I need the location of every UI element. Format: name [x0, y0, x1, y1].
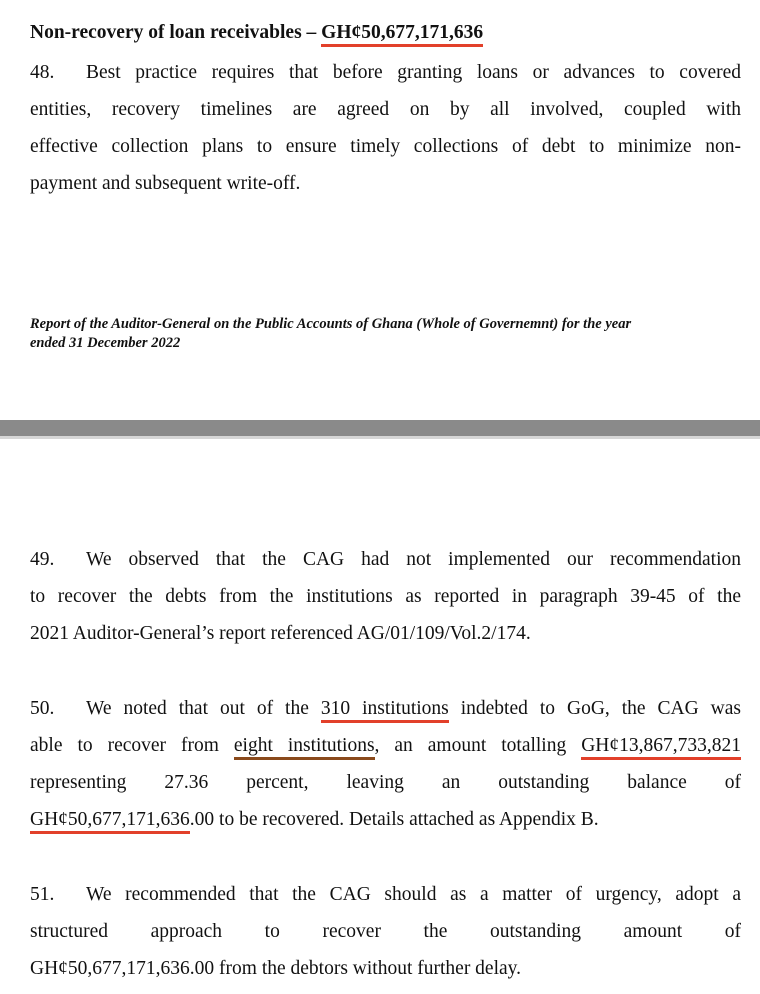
p48-line-3: effective collection plans to ensure timely collections of debt to minimize non-	[30, 136, 741, 157]
highlight-recovered-amount: GH¢13,867,733,821	[581, 735, 741, 760]
paragraph-number: 51.	[30, 884, 55, 905]
paragraph-48	[30, 54, 741, 202]
p51-line-3: GH¢50,677,171,636.00 from the debtors without further delay.	[30, 958, 522, 979]
paragraph-50	[30, 690, 741, 838]
highlight-eight-institutions: eight institutions	[234, 735, 375, 760]
p48-line-4: payment and subsequent write-off.	[30, 173, 301, 194]
p48-line-1: 48. Best practice requires that before granting loans or advances to covered	[30, 54, 741, 91]
page-footer	[30, 315, 750, 353]
p49-line-2: to recover the debts from the institutions as reported in paragraph 39-45 of the	[30, 586, 741, 607]
p48-line-2: entities, recovery timelines are agreed on by all involved, coupled with	[30, 99, 741, 120]
paragraph-51	[30, 876, 741, 987]
paragraph-number: 50.	[30, 698, 55, 719]
p51-line-2: structured approach to recover the outstanding amount of	[30, 921, 741, 942]
top-page	[0, 0, 760, 420]
section-heading	[30, 22, 483, 44]
p50-line-1: 50. We noted that out of the 310 institutions indebted to GoG, the CAG was	[30, 690, 741, 727]
paragraph-number: 48.	[30, 62, 55, 83]
p50-line-4: GH¢50,677,171,636.00 to be recovered. Details attached as Appendix B.	[30, 801, 741, 838]
p49-line-3: 2021 Auditor-General’s report referenced AG/01/109/Vol.2/174.	[30, 623, 531, 644]
highlight-310-institutions: 310 institutions	[321, 698, 449, 723]
p50-line-2: able to recover from eight institutions, an amount totalling GH¢13,867,733,821	[30, 727, 741, 764]
bottom-page	[0, 436, 760, 994]
paragraph-49	[30, 541, 741, 652]
p50-line-3: representing 27.36 percent, leaving an outstanding balance of	[30, 772, 741, 793]
heading-text: Non-recovery of loan receivables –	[30, 22, 322, 43]
footer-line-1: Report of the Auditor-General on the Public Accounts of Ghana (Whole of Governemnt) for the year	[30, 316, 632, 332]
p49-line-1: 49. We observed that the CAG had not implemented our recommendation	[30, 541, 741, 578]
heading-amount: GH¢50,677,171,636	[321, 22, 483, 47]
paragraph-number: 49.	[30, 549, 55, 570]
p51-line-1: 51. We recommended that the CAG should as a matter of urgency, adopt a	[30, 876, 741, 913]
footer-line-2: ended 31 December 2022	[30, 335, 181, 351]
highlight-outstanding-amount: GH¢50,677,171,636	[30, 809, 190, 834]
